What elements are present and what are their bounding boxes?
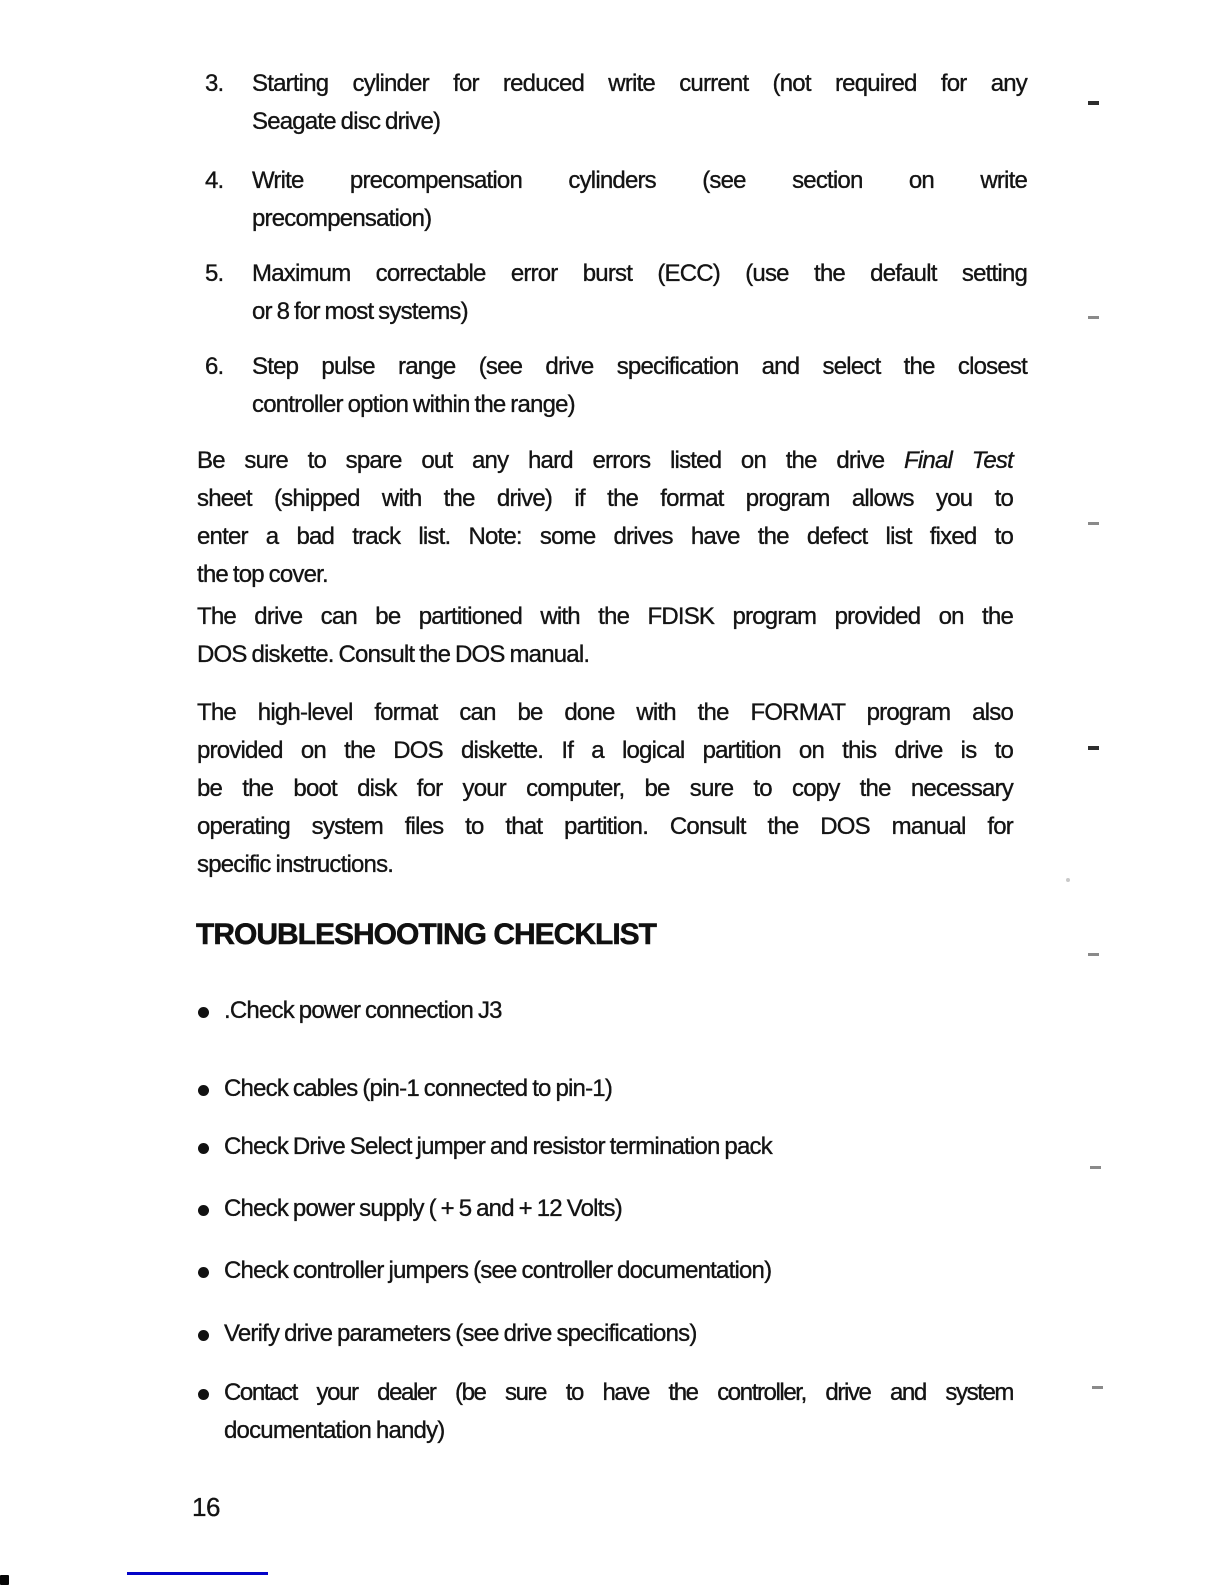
list-item-6 bbox=[205, 348, 1027, 424]
list-item-line: Step pulse range (see drive specification and select the closest bbox=[252, 353, 1027, 380]
paragraph-text: Be sure to spare out any hard errors listed on the drive bbox=[197, 447, 905, 474]
scan-artifact-dash bbox=[1088, 953, 1099, 956]
checklist-item bbox=[197, 1070, 1013, 1108]
bullet-icon bbox=[198, 1205, 209, 1216]
paragraph-line: The high-level format can be done with the FORMAT program also bbox=[197, 699, 1013, 726]
paragraph-line bbox=[197, 442, 1013, 480]
blue-underline-mark bbox=[127, 1572, 268, 1575]
list-item-5 bbox=[205, 255, 1027, 331]
paragraph-line: specific instructions. bbox=[197, 851, 394, 878]
bullet-icon bbox=[198, 1389, 209, 1400]
list-item-line: Maximum correctable error burst (ECC) (use the default setting bbox=[252, 260, 1027, 287]
scan-artifact-corner-speck bbox=[0, 1575, 9, 1585]
paragraph-fdisk bbox=[197, 598, 1013, 674]
list-item-number: 4. bbox=[205, 167, 224, 194]
checklist-item bbox=[197, 992, 1013, 1030]
paragraph-line: provided on the DOS diskette. If a logical partition on this drive is to bbox=[197, 737, 1013, 764]
bullet-icon bbox=[198, 1143, 209, 1154]
scan-artifact-dash bbox=[1088, 101, 1099, 105]
page-number: 16 bbox=[192, 1492, 220, 1522]
list-item-3 bbox=[205, 65, 1027, 141]
checklist-label: Check power connection J3 bbox=[229, 997, 502, 1024]
list-item-line: Seagate disc drive) bbox=[252, 108, 441, 135]
paragraph-line: The drive can be partitioned with the FDISK program provided on the bbox=[197, 603, 1013, 630]
scan-artifact-dash bbox=[1088, 316, 1099, 319]
bullet-icon bbox=[198, 1267, 209, 1278]
scan-artifact-dash bbox=[1088, 522, 1099, 525]
scan-artifact-dot: . bbox=[224, 997, 230, 1024]
checklist-text bbox=[224, 992, 1013, 1030]
section-heading: TROUBLESHOOTING CHECKLIST bbox=[196, 918, 656, 951]
paragraph-line: the top cover. bbox=[197, 561, 328, 588]
list-item-number: 5. bbox=[205, 260, 224, 287]
paragraph-format bbox=[197, 694, 1013, 884]
checklist-text: Check controller jumpers (see controller documentation) bbox=[224, 1257, 772, 1284]
paragraph-line: operating system files to that partition. Consult the DOS manual for bbox=[197, 813, 1013, 840]
bullet-icon bbox=[198, 1085, 209, 1096]
list-item-4 bbox=[205, 162, 1027, 238]
checklist-text: documentation handy) bbox=[224, 1417, 445, 1444]
list-item-number: 3. bbox=[205, 70, 224, 97]
paragraph-line: enter a bad track list. Note: some drives have the defect list fixed to bbox=[197, 523, 1013, 550]
checklist-text: Verify drive parameters (see drive specifications) bbox=[224, 1320, 697, 1347]
list-item-number: 6. bbox=[205, 353, 224, 380]
scan-artifact-dash bbox=[1090, 1166, 1101, 1169]
checklist-text: Check power supply ( + 5 and + 12 Volts) bbox=[224, 1195, 622, 1222]
bullet-icon bbox=[198, 1330, 209, 1341]
checklist-item bbox=[197, 1315, 1013, 1353]
list-item-line: controller option within the range) bbox=[252, 391, 575, 418]
checklist-item bbox=[197, 1252, 1013, 1290]
checklist-text: Contact your dealer (be sure to have the controller, drive and system bbox=[224, 1379, 1013, 1406]
scan-artifact-dot bbox=[1066, 878, 1070, 882]
list-item-line: Write precompensation cylinders (see section on write bbox=[252, 167, 1027, 194]
checklist-text: Check cables (pin-1 connected to pin-1) bbox=[224, 1075, 613, 1102]
checklist-item bbox=[197, 1374, 1013, 1450]
paragraph-line: DOS diskette. Consult the DOS manual. bbox=[197, 641, 590, 668]
checklist-text: Check Drive Select jumper and resistor termination pack bbox=[224, 1133, 772, 1160]
list-item-line: or 8 for most systems) bbox=[252, 298, 468, 325]
paragraph-line: sheet (shipped with the drive) if the format program allows you to bbox=[197, 485, 1013, 512]
scan-artifact-dash bbox=[1088, 746, 1099, 750]
bullet-icon bbox=[198, 1007, 209, 1018]
paragraph-final-test bbox=[197, 442, 1013, 594]
list-item-line: Starting cylinder for reduced write current (not required for any bbox=[252, 70, 1027, 97]
checklist-item bbox=[197, 1190, 1013, 1228]
italic-final-test: Final Test bbox=[904, 447, 1013, 474]
checklist-item bbox=[197, 1128, 1013, 1166]
list-item-line: precompensation) bbox=[252, 205, 432, 232]
paragraph-line: be the boot disk for your computer, be sure to copy the necessary bbox=[197, 775, 1013, 802]
scan-artifact-dash bbox=[1092, 1386, 1103, 1389]
